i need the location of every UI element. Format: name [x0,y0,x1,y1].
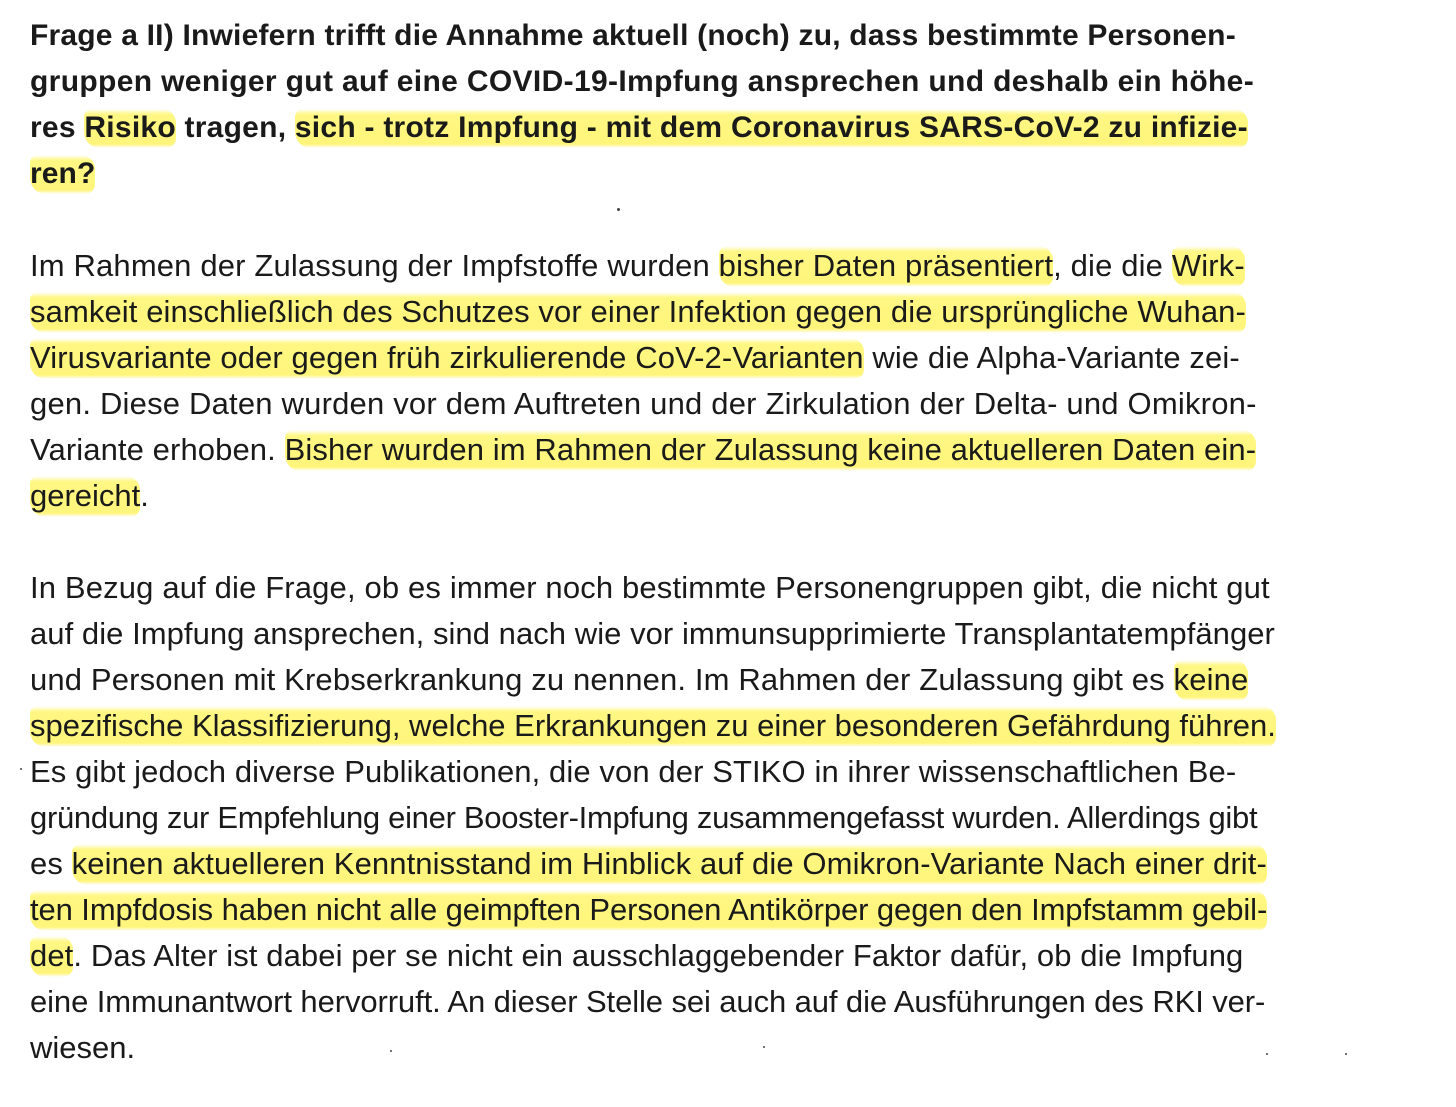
paragraph-line [30,936,1243,976]
text-segment: , die die [1053,248,1172,283]
highlighted-text: bisher Daten präsentiert [719,246,1053,287]
scan-speck [1266,1053,1268,1055]
paragraph-line [30,430,1256,470]
text-segment: es [30,846,72,881]
text-segment: gründung zur Empfehlung einer Booster-Impfung zusammengefasst wurden. Allerdings gibt [30,800,1258,835]
highlighted-text: Bisher wurden im Rahmen der Zulassung keine aktuelleren Daten ein- [285,430,1257,471]
text-segment: In Bezug auf die Frage, ob es immer noch bestimmte Personengruppen gibt, die nicht gut [30,570,1270,605]
text-segment: . Das Alter ist dabei per se nicht ein ausschlaggebender Faktor dafür, ob die Impfung [73,938,1244,973]
paragraph-line [30,292,1246,332]
text-segment: tragen, [175,111,295,144]
text-segment: . [140,478,149,513]
text-segment: res [30,111,85,144]
question-line [30,62,1254,102]
paragraph-line [30,476,149,516]
highlighted-text: Wirk- [1172,246,1245,287]
scan-speck [1345,1053,1347,1055]
paragraph-line [30,568,1270,608]
question-line [30,154,95,194]
text-segment: Im Rahmen der Zulassung der Impfstoffe wurden [30,248,719,283]
paragraph-line [30,798,1257,838]
text-segment: und Personen mit Krebserkrankung zu nennen. Im Rahmen der Zulassung gibt es [30,662,1174,697]
text-segment: Frage a II) Inwiefern trifft die Annahme aktuell (noch) zu, dass bestimmte Personen- [30,19,1236,52]
text-segment: Es gibt jedoch diverse Publikationen, die von der STIKO in ihrer wissenschaftlichen Be- [30,754,1237,789]
paragraph-line [30,660,1248,700]
paragraph-line [30,982,1265,1022]
highlighted-text: keinen aktuelleren Kenntnisstand im Hinblick auf die Omikron-Variante Nach einer drit- [72,844,1267,885]
highlighted-text: gereicht [30,476,140,517]
highlighted-text: samkeit einschließlich des Schutzes vor einer Infektion gegen die ursprüngliche Wuhan- [30,292,1246,333]
paragraph-line [30,246,1245,286]
text-segment: eine Immunantwort hervorruft. An dieser Stelle sei auch auf die Ausführungen des RKI ver- [30,984,1266,1019]
highlighted-text: keine [1174,660,1249,701]
paragraph-line [30,890,1267,930]
question-line [30,16,1236,56]
highlighted-text: det [30,936,73,977]
paragraph-line [30,384,1257,424]
scan-speck [390,1050,392,1052]
text-segment: wie die Alpha-Variante zei- [863,340,1240,375]
paragraph-line [30,1028,135,1068]
paragraph-line [30,706,1276,746]
scan-speck [617,208,620,211]
text-segment: gen. Diese Daten wurden vor dem Auftreten und der Zirkulation der Delta- und Omikron- [30,386,1257,421]
highlighted-text: ten Impfdosis haben nicht alle geimpften Personen Antikörper gegen den Impfstamm gebil- [30,890,1267,931]
highlighted-text: Risiko [84,109,176,148]
paragraph-line [30,338,1240,378]
text-segment: auf die Impfung ansprechen, sind nach wie vor immunsupprimierte Transplantatempfänger [30,616,1275,651]
scan-speck [20,768,22,770]
question-line [30,108,1248,148]
text-segment: gruppen weniger gut auf eine COVID-19-Impfung ansprechen und deshalb ein höhe- [30,65,1255,98]
paragraph-line [30,752,1236,792]
paragraph-line [30,844,1267,884]
text-segment: Variante erhoben. [30,432,285,467]
text-segment: wiesen. [30,1030,136,1065]
highlighted-text: ren? [30,155,95,194]
highlighted-text: Virusvariante oder gegen früh zirkulierende CoV-2-Varianten [30,338,864,379]
scan-speck [763,1046,765,1048]
highlighted-text: spezifische Klassifizierung, welche Erkrankungen zu einer besonderen Gefährdung führen. [30,706,1276,747]
paragraph-line [30,614,1275,654]
highlighted-text: sich - trotz Impfung - mit dem Coronavirus SARS-CoV-2 zu infizie- [295,109,1248,148]
